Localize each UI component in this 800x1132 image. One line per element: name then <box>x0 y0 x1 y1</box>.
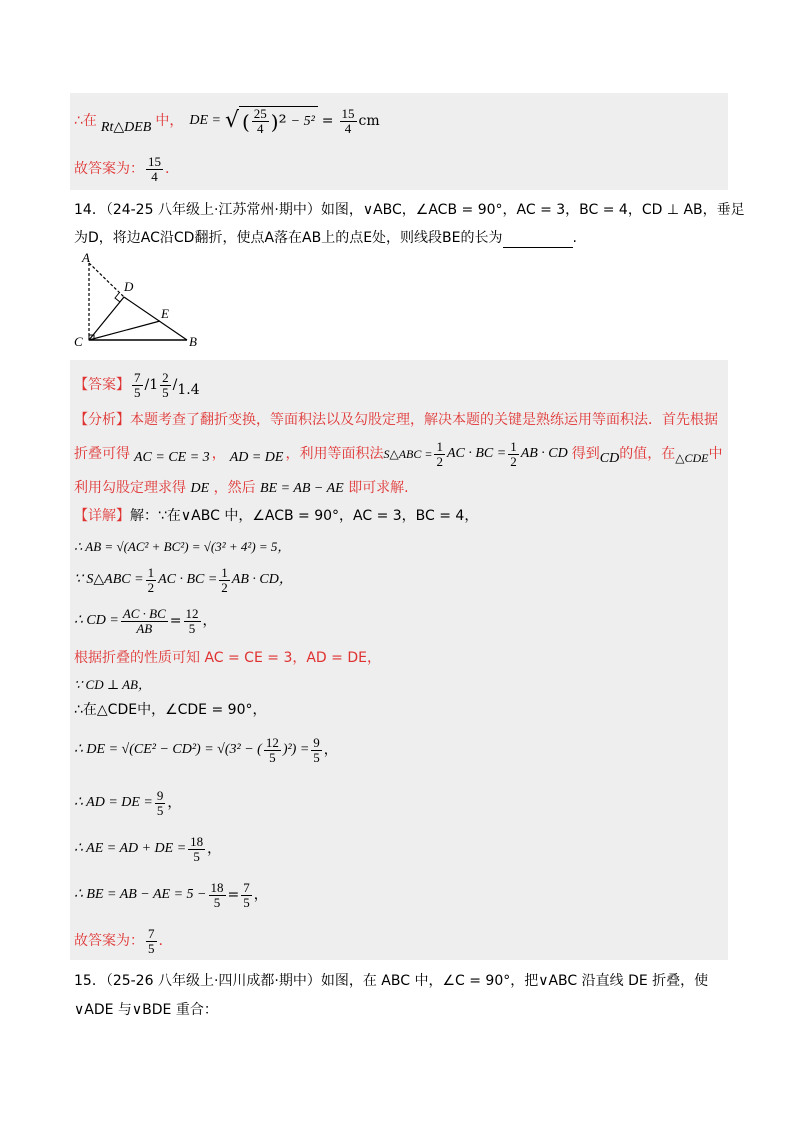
detail-line9 <box>74 786 181 820</box>
sqrt-rest: − 5² <box>290 113 315 129</box>
detail-line4 <box>74 604 217 638</box>
answer-end: . <box>165 161 170 177</box>
detail-line5: 根据折叠的性质可知 AC = CE = 3，AD = DE， <box>74 650 381 666</box>
analysis-3b: DE <box>190 481 210 496</box>
right-angle-D <box>115 293 120 302</box>
detail-9a: ∴ AD = DE = <box>74 795 153 810</box>
final-answer-label: 故答案为： <box>74 933 144 949</box>
detail-11-result: $\frac{7}{5}$ <box>243 879 250 910</box>
analysis-2d: AD = DE <box>229 450 284 465</box>
frac-15-4: $\frac{15}{4}$ <box>341 105 355 136</box>
detail-line7 <box>74 700 266 720</box>
detail-8-result: $\frac{9}{5}$ <box>313 734 320 765</box>
label-A: A <box>82 253 90 265</box>
segment-AD <box>89 263 124 297</box>
detail-line6: ∵ CD ⊥ AB， <box>74 677 151 692</box>
q14-figure <box>72 253 212 348</box>
analysis-2i: 得到 <box>571 446 600 462</box>
triangle-label: Rt△DEB <box>100 120 152 135</box>
detail-4b: = <box>169 613 182 629</box>
answer-whole: 1 <box>149 377 159 393</box>
detail-4a: ∴ CD = <box>74 613 119 628</box>
detail-3b: AC · BC = <box>158 572 218 587</box>
detail-3c: AB · CD， <box>231 572 293 587</box>
label-E: E <box>161 306 169 321</box>
analysis-2f: S△ABC = <box>383 447 433 461</box>
detail-3a: ∵ S△ABC = <box>74 572 144 587</box>
detail-line8 <box>74 728 338 772</box>
detail-half-1: $\frac{1}{2}$ <box>147 564 155 595</box>
q14-stem-line2-text: 为D，将边AC沿CD翻折，使点A落在AB上的点E处，则线段BE的长为 <box>74 230 503 246</box>
q15-line1: 15．（25-26 八年级上·四川成都·期中）如图，在 ABC 中，∠C = 90°，把∨ABC 沿直线 DE 折叠，使 <box>74 973 709 989</box>
detail-10-frac: $\frac{18}{5}$ <box>190 833 204 864</box>
analysis-2b: AC = CE = 3 <box>134 450 210 465</box>
unit: cm <box>358 113 380 129</box>
analysis-3d: BE = AB − AE <box>260 481 344 496</box>
analysis-2l: △CDE <box>675 451 709 465</box>
prev-answer-frac: $\frac{15}{4}$ <box>148 153 161 184</box>
answer-label: 故答案为： <box>74 161 144 177</box>
detail-line3 <box>74 565 293 595</box>
detail-8a: ∴ DE = √(CE² − CD²) = √(3² − ( <box>74 742 262 757</box>
answer-frac-7-5: $\frac{7}{5}$ <box>134 369 141 400</box>
segment-CD <box>89 297 124 340</box>
label-C: C <box>74 334 83 348</box>
detail-11b: = <box>227 887 240 903</box>
detail-line11 <box>74 878 268 912</box>
detail-tag: 【详解】 <box>74 508 130 524</box>
prev-answer-line <box>74 152 169 186</box>
answer-sep-1: / <box>144 377 150 393</box>
analysis-2e: ，利用等面积法 <box>285 446 384 462</box>
detail-8b: )²) = <box>282 742 310 757</box>
answer-frac-2-5: $\frac{2}{5}$ <box>162 369 169 400</box>
detail-4c: ， <box>202 613 217 629</box>
detail-line2: ∴ AB = √(AC² + BC²) = √(3² + 4²) = 5， <box>74 539 291 554</box>
detail-4-result: $\frac{12}{5}$ <box>185 605 199 636</box>
detail-text7: ∴在△CDE中，∠CDE = 90°， <box>74 702 267 718</box>
analysis-tag: 【分析】 <box>74 412 130 428</box>
segment-DB <box>124 297 187 340</box>
q15-line2: ∨ADE 与∨BDE 重合： <box>74 1002 218 1018</box>
answer-sep-2: / <box>172 377 178 393</box>
detail-9c: ， <box>167 795 182 811</box>
detail-half-2: $\frac{1}{2}$ <box>221 564 228 595</box>
analysis-3a: 利用勾股定理求得 <box>74 480 186 496</box>
q14-final-answer <box>74 924 163 958</box>
analysis-2k: 的值，在 <box>619 446 676 462</box>
mid-text: 中， <box>155 113 184 129</box>
analysis-2j: CD <box>599 451 620 466</box>
analysis-2g: AC · BC = <box>446 446 507 461</box>
detail-10c: ， <box>207 841 222 857</box>
q14-stem-line2 <box>74 228 577 248</box>
detail-11c: ， <box>253 887 268 903</box>
answer-blank <box>503 233 573 248</box>
q14-answer-line <box>74 368 200 402</box>
detail-4-frac: $\frac{AC \cdot BC}{AB}$ <box>122 605 166 636</box>
final-answer-frac: $\frac{7}{5}$ <box>148 925 155 956</box>
analysis-2h: AB · CD <box>520 446 568 461</box>
answer-tag: 【答案】 <box>74 377 130 393</box>
q14-stem-line1: 14．（24-25 八年级上·江苏常州·期中）如图，∨ABC，∠ACB = 90°，AC = 3，BC = 4，CD ⊥ AB，垂足 <box>74 202 745 218</box>
answer-decimal: 1.4 <box>177 382 200 398</box>
eq-left: DE = <box>189 113 221 128</box>
segment-CE <box>89 321 160 340</box>
detail-8-frac: $\frac{12}{5}$ <box>265 734 279 765</box>
detail-8c: ， <box>323 742 338 758</box>
detail-11a: ∴ BE = AB − AE = 5 − <box>74 887 207 902</box>
eq2: = <box>321 113 334 129</box>
analysis-line2 <box>74 436 722 472</box>
detail-line10 <box>74 832 221 866</box>
sqrt-content: ( $\frac{25}{4}$ )² − 5² <box>239 106 318 136</box>
label-B: B <box>189 334 197 348</box>
analysis-text1: 本题考查了翻折变换，等面积法以及勾股定理，解决本题的关键是熟练运用等面积法．首先根据 <box>130 412 718 428</box>
detail-9-frac: $\frac{9}{5}$ <box>156 787 164 818</box>
sqrt-sign: √ <box>224 108 239 133</box>
analysis-2c: ， <box>211 446 226 462</box>
detail-text1: 解：∵在∨ABC 中，∠ACB = 90°，AC = 3，BC = 4， <box>130 508 479 524</box>
detail-11-frac: $\frac{18}{5}$ <box>210 879 224 910</box>
half-frac-1: $\frac{1}{2}$ <box>436 438 443 469</box>
analysis-3c: ，然后 <box>213 480 256 496</box>
frac-25-4: $\frac{25}{4}$ <box>253 106 267 136</box>
analysis-line1 <box>74 410 718 430</box>
analysis-3e: 即可求解. <box>348 480 409 496</box>
analysis-line3 <box>74 478 409 499</box>
prev-solution-line1 <box>74 103 380 139</box>
q14-stem-line2-end: . <box>572 230 577 246</box>
analysis-2a: 折叠可得 <box>74 446 130 462</box>
label-D: D <box>124 279 134 294</box>
analysis-2m: 中 <box>708 446 723 462</box>
therefore-text: ∴在 <box>74 113 97 129</box>
final-answer-end: . <box>158 933 163 949</box>
detail-10a: ∴ AE = AD + DE = <box>74 841 187 856</box>
detail-line1 <box>74 506 478 526</box>
half-frac-2: $\frac{1}{2}$ <box>510 438 517 469</box>
